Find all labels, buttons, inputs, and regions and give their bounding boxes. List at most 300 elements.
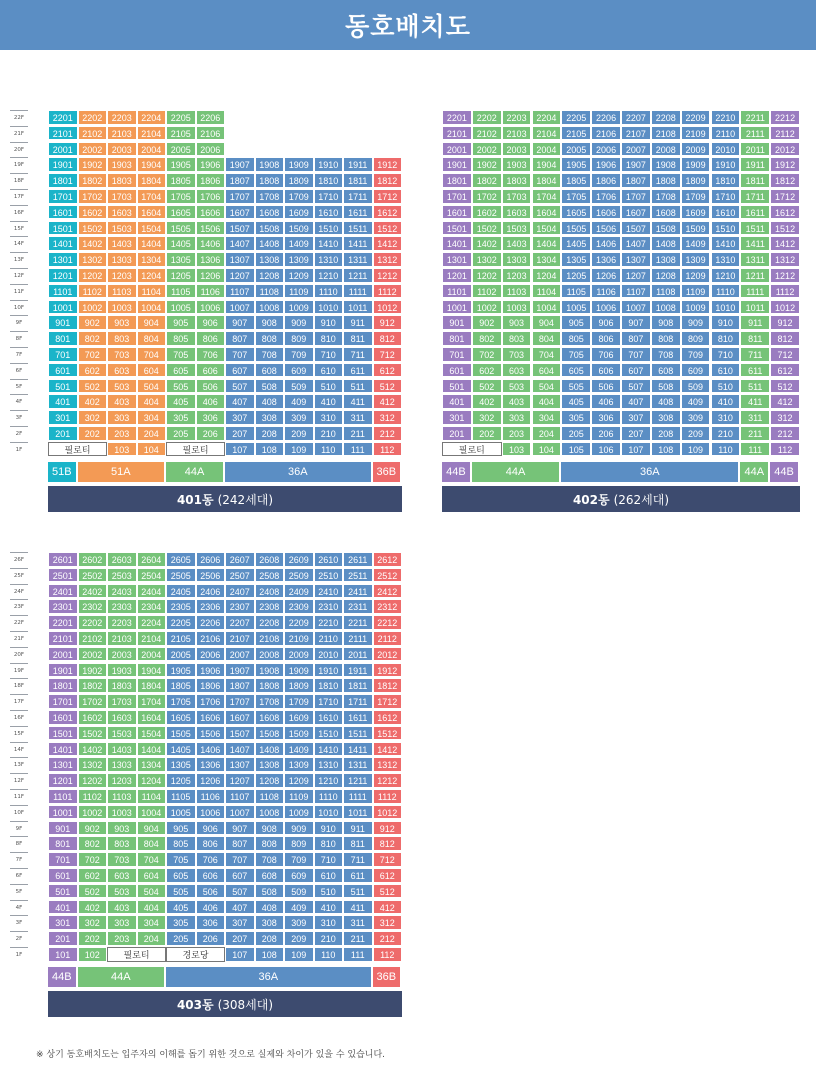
unit-cell: 803 (107, 836, 137, 851)
unit-cell: 1205 (166, 268, 196, 283)
unit-cell: 1204 (532, 268, 562, 283)
unit-type-label: 44A (740, 462, 770, 482)
unit-cell: 601 (442, 363, 472, 378)
unit-cell: 111 (343, 442, 373, 457)
unit-cell: 1312 (373, 252, 403, 267)
unit-cell: 1203 (107, 268, 137, 283)
unit-cell: 1909 (681, 157, 711, 172)
unit-cell: 1706 (196, 694, 226, 709)
unit-cell: 1305 (166, 252, 196, 267)
unit-cell: 808 (651, 331, 681, 346)
unit-cell: 906 (196, 821, 226, 836)
unit-cell: 1411 (740, 236, 770, 251)
floor-label: 25F (10, 568, 28, 584)
unit-cell: 409 (284, 394, 314, 409)
unit-cell: 2004 (137, 142, 167, 157)
unit-cell: 1911 (740, 157, 770, 172)
unit-cell: 1907 (621, 157, 651, 172)
unit-cell: 506 (196, 379, 226, 394)
unit-cell: 404 (137, 900, 167, 915)
unit-cell: 1803 (502, 173, 532, 188)
floor-label: 5F (10, 884, 28, 900)
unit-cell: 1110 (314, 789, 344, 804)
page-title-bar (0, 0, 816, 50)
unit-cell: 507 (621, 379, 651, 394)
unit-cell: 2511 (343, 568, 373, 583)
unit-cell: 810 (314, 836, 344, 851)
unit-cell: 1112 (770, 284, 800, 299)
unit-cell: 2108 (651, 126, 681, 141)
unit-cell: 2402 (78, 584, 108, 599)
unit-type-legend (442, 462, 800, 482)
unit-cell: 1903 (107, 663, 137, 678)
unit-cell: 1604 (137, 205, 167, 220)
unit-cell: 205 (166, 426, 196, 441)
unit-cell: 712 (373, 852, 403, 867)
unit-cell: 1005 (561, 300, 591, 315)
unit-type-label: 44B (48, 967, 78, 987)
unit-cell: 2009 (681, 142, 711, 157)
unit-cell: 1504 (532, 221, 562, 236)
unit-cell: 608 (255, 868, 285, 883)
unit-cell: 1209 (681, 268, 711, 283)
unit-cell: 210 (314, 931, 344, 946)
unit-cell: 511 (343, 379, 373, 394)
unit-cell: 503 (502, 379, 532, 394)
floor-label: 2F (10, 426, 28, 442)
unit-cell: 412 (770, 394, 800, 409)
unit-cell: 2304 (137, 599, 167, 614)
unit-cell: 2006 (196, 647, 226, 662)
unit-cell: 305 (561, 410, 591, 425)
unit-cell: 2612 (373, 552, 403, 567)
unit-cell: 1409 (681, 236, 711, 251)
unit-cell: 2310 (314, 599, 344, 614)
unit-cell: 1908 (255, 157, 285, 172)
unit-cell: 1502 (472, 221, 502, 236)
unit-cell: 2503 (107, 568, 137, 583)
unit-cell: 1405 (166, 742, 196, 757)
unit-cell: 609 (284, 363, 314, 378)
unit-cell: 912 (770, 315, 800, 330)
unit-cell: 409 (284, 900, 314, 915)
unit-cell: 1712 (373, 189, 403, 204)
unit-cell: 1903 (502, 157, 532, 172)
unit-cell: 1112 (373, 789, 403, 804)
unit-cell: 101 (48, 947, 78, 962)
unit-cell: 1008 (651, 300, 681, 315)
unit-cell: 1606 (591, 205, 621, 220)
unit-cell: 112 (770, 442, 800, 457)
unit-cell: 311 (740, 410, 770, 425)
unit-cell: 1802 (78, 678, 108, 693)
unit-cell: 303 (107, 915, 137, 930)
floor-label: 8F (10, 331, 28, 347)
unit-cell: 511 (740, 379, 770, 394)
unit-cell: 2410 (314, 584, 344, 599)
unit-cell: 907 (225, 315, 255, 330)
unit-cell: 1001 (48, 805, 78, 820)
unit-cell: 2112 (373, 631, 403, 646)
unit-cell: 1207 (621, 268, 651, 283)
unit-cell: 1608 (255, 710, 285, 725)
unit-cell: 1409 (284, 742, 314, 757)
unit-cell: 1611 (740, 205, 770, 220)
unit-cell: 1612 (770, 205, 800, 220)
floor-label: 12F (10, 268, 28, 284)
unit-cell: 902 (472, 315, 502, 330)
unit-cell: 305 (166, 410, 196, 425)
unit-cell: 1401 (442, 236, 472, 251)
floor-label: 10F (10, 300, 28, 316)
unit-cell: 610 (314, 868, 344, 883)
unit-cell: 1004 (532, 300, 562, 315)
unit-cell: 1007 (621, 300, 651, 315)
unit-cell: 1009 (284, 805, 314, 820)
unit-cell: 1706 (196, 189, 226, 204)
unit-cell: 1511 (740, 221, 770, 236)
unit-cell: 1402 (78, 236, 108, 251)
unit-cell: 902 (78, 821, 108, 836)
unit-cell: 612 (373, 363, 403, 378)
unit-cell: 1506 (196, 726, 226, 741)
unit-cell: 405 (166, 900, 196, 915)
unit-cell: 2011 (343, 647, 373, 662)
unit-cell: 1101 (48, 789, 78, 804)
unit-cell: 1806 (196, 173, 226, 188)
unit-cell: 304 (137, 410, 167, 425)
unit-cell: 1811 (343, 678, 373, 693)
unit-cell: 1502 (78, 221, 108, 236)
unit-cell: 910 (314, 315, 344, 330)
unit-cell: 1908 (651, 157, 681, 172)
unit-cell: 1310 (711, 252, 741, 267)
unit-cell: 407 (225, 900, 255, 915)
unit-cell: 705 (166, 347, 196, 362)
unit-cell: 204 (137, 426, 167, 441)
unit-cell: 1612 (373, 205, 403, 220)
unit-cell: 109 (284, 947, 314, 962)
unit-cell: 2106 (196, 126, 226, 141)
floor-label: 4F (10, 394, 28, 410)
unit-cell: 1905 (166, 157, 196, 172)
unit-cell: 1003 (107, 805, 137, 820)
unit-cell: 1012 (770, 300, 800, 315)
building-403-layout (10, 552, 404, 1022)
unit-cell: 2611 (343, 552, 373, 567)
unit-cell: 805 (166, 331, 196, 346)
unit-cell: 802 (78, 331, 108, 346)
floor-label: 11F (10, 789, 28, 805)
unit-cell: 2409 (284, 584, 314, 599)
unit-cell: 1007 (225, 300, 255, 315)
unit-cell: 1607 (225, 205, 255, 220)
unit-cell: 1310 (314, 252, 344, 267)
unit-cell: 1211 (343, 268, 373, 283)
unit-cell: 1602 (472, 205, 502, 220)
building-households: (308세대) (217, 997, 274, 1012)
unit-cell: 202 (78, 426, 108, 441)
unit-cell: 801 (442, 331, 472, 346)
unit-cell: 106 (591, 442, 621, 457)
unit-cell: 311 (343, 915, 373, 930)
unit-cell: 1711 (740, 189, 770, 204)
floor-label: 8F (10, 836, 28, 852)
unit-cell: 1104 (137, 789, 167, 804)
unit-cell: 703 (502, 347, 532, 362)
unit-cell: 601 (48, 363, 78, 378)
unit-cell: 2004 (137, 647, 167, 662)
unit-cell: 2103 (107, 126, 137, 141)
unit-cell: 807 (225, 331, 255, 346)
unit-cell: 1605 (561, 205, 591, 220)
unit-cell: 401 (48, 394, 78, 409)
floor-label: 20F (10, 142, 28, 158)
unit-cell: 1011 (343, 805, 373, 820)
unit-cell: 504 (137, 379, 167, 394)
unit-cell: 804 (137, 836, 167, 851)
unit-cell: 1508 (255, 221, 285, 236)
unit-cell: 2104 (137, 126, 167, 141)
floor-label: 6F (10, 363, 28, 379)
unit-cell: 406 (591, 394, 621, 409)
unit-cell: 2507 (225, 568, 255, 583)
unit-cell: 1601 (442, 205, 472, 220)
unit-cell: 2209 (284, 615, 314, 630)
unit-cell: 111 (740, 442, 770, 457)
unit-cell: 1601 (48, 710, 78, 725)
unit-cell: 2508 (255, 568, 285, 583)
unit-type-label: 44A (472, 462, 562, 482)
unit-cell: 810 (314, 331, 344, 346)
unit-cell: 103 (107, 442, 137, 457)
unit-cell: 1610 (314, 710, 344, 725)
unit-cell: 2412 (373, 584, 403, 599)
unit-cell: 1010 (314, 300, 344, 315)
unit-cell: 2006 (196, 142, 226, 157)
unit-cell: 906 (591, 315, 621, 330)
unit-cell: 1309 (284, 757, 314, 772)
unit-cell: 908 (255, 315, 285, 330)
unit-cell: 611 (343, 363, 373, 378)
unit-cell: 2210 (314, 615, 344, 630)
ground-floor-facility: 필로티 (442, 442, 502, 457)
unit-cell: 2205 (166, 110, 196, 125)
unit-cell: 1904 (532, 157, 562, 172)
unit-cell: 307 (621, 410, 651, 425)
unit-cell: 912 (373, 821, 403, 836)
unit-cell: 1406 (196, 742, 226, 757)
unit-cell: 1303 (107, 757, 137, 772)
unit-cell: 402 (78, 394, 108, 409)
unit-cell: 1906 (591, 157, 621, 172)
unit-cell: 1805 (166, 678, 196, 693)
unit-cell: 1406 (591, 236, 621, 251)
unit-cell: 304 (137, 915, 167, 930)
unit-cell: 1707 (621, 189, 651, 204)
unit-cell: 408 (651, 394, 681, 409)
unit-cell: 509 (284, 884, 314, 899)
unit-cell: 1901 (48, 663, 78, 678)
unit-cell: 1507 (621, 221, 651, 236)
unit-cell: 1308 (255, 252, 285, 267)
unit-cell: 208 (255, 931, 285, 946)
unit-cell: 308 (651, 410, 681, 425)
unit-cell: 1504 (137, 726, 167, 741)
unit-cell: 1005 (166, 300, 196, 315)
unit-cell: 507 (225, 884, 255, 899)
unit-cell: 601 (48, 868, 78, 883)
unit-cell: 1210 (314, 773, 344, 788)
unit-cell: 1711 (343, 189, 373, 204)
unit-cell: 605 (561, 363, 591, 378)
unit-cell: 607 (225, 363, 255, 378)
unit-type-legend (48, 462, 402, 482)
unit-cell: 1703 (107, 189, 137, 204)
floor-label: 3F (10, 410, 28, 426)
unit-cell: 1012 (373, 805, 403, 820)
unit-cell: 1706 (591, 189, 621, 204)
unit-cell: 1702 (78, 694, 108, 709)
unit-cell: 1206 (591, 268, 621, 283)
floor-label: 22F (10, 110, 28, 126)
unit-cell: 1308 (255, 757, 285, 772)
unit-cell: 1701 (442, 189, 472, 204)
ground-floor-facility: 필로티 (48, 442, 107, 457)
floor-label: 24F (10, 584, 28, 600)
floor-label: 15F (10, 221, 28, 237)
unit-cell: 1708 (651, 189, 681, 204)
unit-cell: 612 (770, 363, 800, 378)
unit-cell: 1506 (591, 221, 621, 236)
unit-cell: 504 (532, 379, 562, 394)
unit-cell: 2206 (196, 110, 226, 125)
unit-cell: 1605 (166, 710, 196, 725)
unit-cell: 1702 (78, 189, 108, 204)
unit-cell: 110 (314, 442, 344, 457)
unit-cell: 410 (711, 394, 741, 409)
unit-cell: 1811 (740, 173, 770, 188)
unit-cell: 2105 (166, 126, 196, 141)
unit-cell: 1311 (343, 757, 373, 772)
unit-cell: 207 (621, 426, 651, 441)
unit-cell: 2211 (343, 615, 373, 630)
floor-label: 5F (10, 379, 28, 395)
unit-cell: 1407 (225, 742, 255, 757)
unit-cell: 1703 (502, 189, 532, 204)
unit-cell: 1305 (166, 757, 196, 772)
unit-cell: 1805 (561, 173, 591, 188)
unit-cell: 1511 (343, 726, 373, 741)
building-name-bar (48, 991, 402, 1017)
unit-cell: 2002 (78, 142, 108, 157)
unit-cell: 1301 (48, 757, 78, 772)
unit-cell: 608 (255, 363, 285, 378)
unit-cell: 1011 (343, 300, 373, 315)
unit-cell: 1402 (472, 236, 502, 251)
unit-cell: 1001 (48, 300, 78, 315)
unit-cell: 2003 (502, 142, 532, 157)
unit-cell: 2012 (770, 142, 800, 157)
unit-cell: 1407 (225, 236, 255, 251)
unit-cell: 1201 (48, 773, 78, 788)
unit-cell: 1609 (284, 710, 314, 725)
unit-cell: 605 (166, 868, 196, 883)
unit-cell: 406 (196, 394, 226, 409)
unit-cell: 1006 (591, 300, 621, 315)
unit-type-label: 51A (78, 462, 167, 482)
unit-cell: 305 (166, 915, 196, 930)
unit-cell: 1512 (770, 221, 800, 236)
unit-cell: 1906 (196, 663, 226, 678)
unit-cell: 2106 (591, 126, 621, 141)
unit-cell: 908 (255, 821, 285, 836)
unit-cell: 1108 (651, 284, 681, 299)
unit-cell: 904 (137, 315, 167, 330)
unit-cell: 709 (681, 347, 711, 362)
unit-cell: 2406 (196, 584, 226, 599)
unit-cell: 2003 (107, 647, 137, 662)
unit-cell: 2008 (255, 647, 285, 662)
unit-cell: 1902 (78, 663, 108, 678)
unit-cell: 206 (196, 931, 226, 946)
unit-cell: 911 (343, 315, 373, 330)
floor-label: 7F (10, 852, 28, 868)
unit-cell: 1103 (107, 789, 137, 804)
unit-cell: 2207 (621, 110, 651, 125)
unit-cell: 602 (78, 363, 108, 378)
unit-cell: 1001 (442, 300, 472, 315)
unit-type-label: 44A (78, 967, 167, 987)
unit-cell: 302 (78, 410, 108, 425)
unit-cell: 2202 (78, 615, 108, 630)
unit-cell: 405 (166, 394, 196, 409)
unit-cell: 108 (255, 442, 285, 457)
unit-cell: 708 (651, 347, 681, 362)
unit-cell: 1607 (225, 710, 255, 725)
unit-cell: 1912 (373, 663, 403, 678)
unit-cell: 2411 (343, 584, 373, 599)
unit-cell: 203 (107, 426, 137, 441)
unit-cell: 604 (137, 363, 167, 378)
unit-cell: 401 (442, 394, 472, 409)
unit-cell: 208 (651, 426, 681, 441)
unit-cell: 704 (137, 347, 167, 362)
unit-cell: 206 (591, 426, 621, 441)
unit-cell: 1108 (255, 284, 285, 299)
unit-cell: 709 (284, 347, 314, 362)
unit-cell: 710 (711, 347, 741, 362)
unit-cell: 901 (442, 315, 472, 330)
unit-cell: 2109 (681, 126, 711, 141)
unit-cell: 1510 (711, 221, 741, 236)
unit-cell: 2607 (225, 552, 255, 567)
unit-cell: 1206 (196, 773, 226, 788)
unit-cell: 2602 (78, 552, 108, 567)
unit-cell: 1302 (472, 252, 502, 267)
building-name: 401동 (176, 492, 214, 507)
unit-cell: 711 (343, 347, 373, 362)
unit-cell: 812 (770, 331, 800, 346)
unit-cell: 1104 (532, 284, 562, 299)
floor-label: 1F (10, 442, 28, 458)
unit-cell: 1911 (343, 157, 373, 172)
unit-cell: 1605 (166, 205, 196, 220)
unit-cell: 403 (107, 900, 137, 915)
unit-cell: 1501 (48, 221, 78, 236)
floor-label: 16F (10, 205, 28, 221)
unit-cell: 2206 (196, 615, 226, 630)
